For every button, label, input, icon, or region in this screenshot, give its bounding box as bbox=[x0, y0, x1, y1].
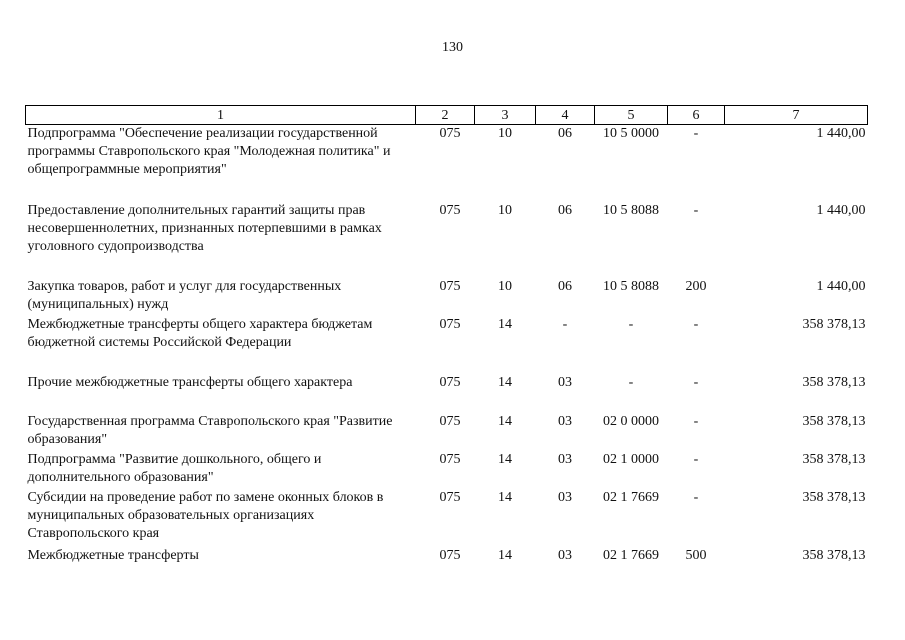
row-expense-type: - bbox=[693, 413, 699, 429]
row-subsection-code: 03 bbox=[558, 413, 572, 429]
header-col-6: 6 bbox=[668, 106, 725, 125]
row-expense-type: - bbox=[693, 126, 699, 141]
row-subsection-code: 03 bbox=[558, 489, 572, 505]
row-target-article: - bbox=[628, 374, 634, 390]
row-target-article: 10 5 8088 bbox=[603, 202, 659, 218]
row-section-code: 14 bbox=[498, 489, 512, 505]
header-col-1: 1 bbox=[26, 106, 416, 125]
header-col-4: 4 bbox=[536, 106, 595, 125]
row-expense-type: 200 bbox=[685, 278, 707, 294]
page-number: 130 bbox=[442, 40, 463, 55]
row-expense-type: - bbox=[693, 202, 699, 218]
row-name: Субсидии на проведение работ по замене оконных блоков в муниципальных образовательных организациях Ставропольского края bbox=[27, 489, 384, 541]
row-subsection-code: 03 bbox=[558, 451, 572, 467]
row-ministry-code: 075 bbox=[439, 278, 461, 294]
row-section-code: 14 bbox=[498, 374, 512, 390]
row-ministry-code: 075 bbox=[439, 126, 461, 141]
table-row bbox=[26, 374, 868, 413]
row-expense-type: - bbox=[693, 374, 699, 390]
row-ministry-code: 075 bbox=[439, 489, 461, 505]
row-section-code: 14 bbox=[498, 413, 512, 429]
row-name: Закупка товаров, работ и услуг для государственных (муниципальных) нужд bbox=[27, 278, 342, 312]
row-ministry-code: 075 bbox=[439, 316, 461, 332]
header-col-7: 7 bbox=[725, 106, 868, 125]
row-expense-type: - bbox=[693, 451, 699, 467]
row-subsection-code: 06 bbox=[558, 126, 572, 141]
row-target-article: - bbox=[628, 316, 634, 332]
table-row bbox=[26, 451, 868, 489]
row-amount: 1 440,00 bbox=[816, 202, 866, 218]
table-row bbox=[26, 316, 868, 374]
row-amount: 358 378,13 bbox=[802, 316, 866, 332]
row-target-article: 02 0 0000 bbox=[603, 413, 659, 429]
header-row bbox=[26, 106, 868, 125]
row-subsection-code: 06 bbox=[558, 278, 572, 294]
table-row bbox=[26, 202, 868, 278]
row-subsection-code: 06 bbox=[558, 202, 572, 218]
row-amount: 1 440,00 bbox=[816, 278, 866, 294]
table-row bbox=[26, 125, 868, 202]
table-row bbox=[26, 413, 868, 451]
header-col-3: 3 bbox=[475, 106, 536, 125]
row-target-article: 10 5 0000 bbox=[603, 126, 659, 141]
row-amount: 358 378,13 bbox=[802, 451, 866, 467]
row-section-code: 10 bbox=[498, 126, 512, 141]
row-name: Межбюджетные трансферты bbox=[27, 547, 199, 563]
row-ministry-code: 075 bbox=[439, 451, 461, 467]
row-amount: 1 440,00 bbox=[816, 126, 866, 141]
row-section-code: 10 bbox=[498, 202, 512, 218]
row-amount: 358 378,13 bbox=[802, 374, 866, 390]
row-name: Предоставление дополнительных гарантий защиты прав несовершеннолетних, признанных потерпевшими в рамках уголовного судопроизводства bbox=[27, 202, 382, 254]
row-target-article: 02 1 7669 bbox=[603, 489, 659, 505]
row-name: Прочие межбюджетные трансферты общего характера bbox=[27, 374, 353, 390]
header-col-5: 5 bbox=[595, 106, 668, 125]
row-target-article: 10 5 8088 bbox=[603, 278, 659, 294]
table-row bbox=[26, 489, 868, 547]
row-name: Государственная программа Ставропольского края "Развитие образования" bbox=[27, 413, 393, 447]
row-expense-type: - bbox=[693, 316, 699, 332]
row-section-code: 14 bbox=[498, 547, 512, 563]
row-name: Межбюджетные трансферты общего характера бюджетам бюджетной системы Российской Федерации bbox=[27, 316, 373, 350]
table-row bbox=[26, 278, 868, 316]
row-expense-type: - bbox=[693, 489, 699, 505]
row-section-code: 14 bbox=[498, 316, 512, 332]
table-row bbox=[26, 547, 868, 569]
row-subsection-code: 03 bbox=[558, 374, 572, 390]
row-ministry-code: 075 bbox=[439, 413, 461, 429]
row-ministry-code: 075 bbox=[439, 202, 461, 218]
row-expense-type: 500 bbox=[685, 547, 707, 563]
row-subsection-code: - bbox=[562, 316, 568, 332]
row-amount: 358 378,13 bbox=[802, 547, 866, 563]
row-subsection-code: 03 bbox=[558, 547, 572, 563]
row-amount: 358 378,13 bbox=[802, 413, 866, 429]
row-name: Подпрограмма "Обеспечение реализации государственной программы Ставропольского края "Молодежная политика" и общепрограммные мероприятия" bbox=[27, 126, 391, 177]
row-ministry-code: 075 bbox=[439, 547, 461, 563]
row-section-code: 10 bbox=[498, 278, 512, 294]
row-target-article: 02 1 7669 bbox=[603, 547, 659, 563]
row-amount: 358 378,13 bbox=[802, 489, 866, 505]
budget-table bbox=[25, 105, 868, 569]
header-col-2: 2 bbox=[416, 106, 475, 125]
row-section-code: 14 bbox=[498, 451, 512, 467]
row-target-article: 02 1 0000 bbox=[603, 451, 659, 467]
row-name: Подпрограмма "Развитие дошкольного, общего и дополнительного образования" bbox=[27, 451, 322, 485]
row-ministry-code: 075 bbox=[439, 374, 461, 390]
